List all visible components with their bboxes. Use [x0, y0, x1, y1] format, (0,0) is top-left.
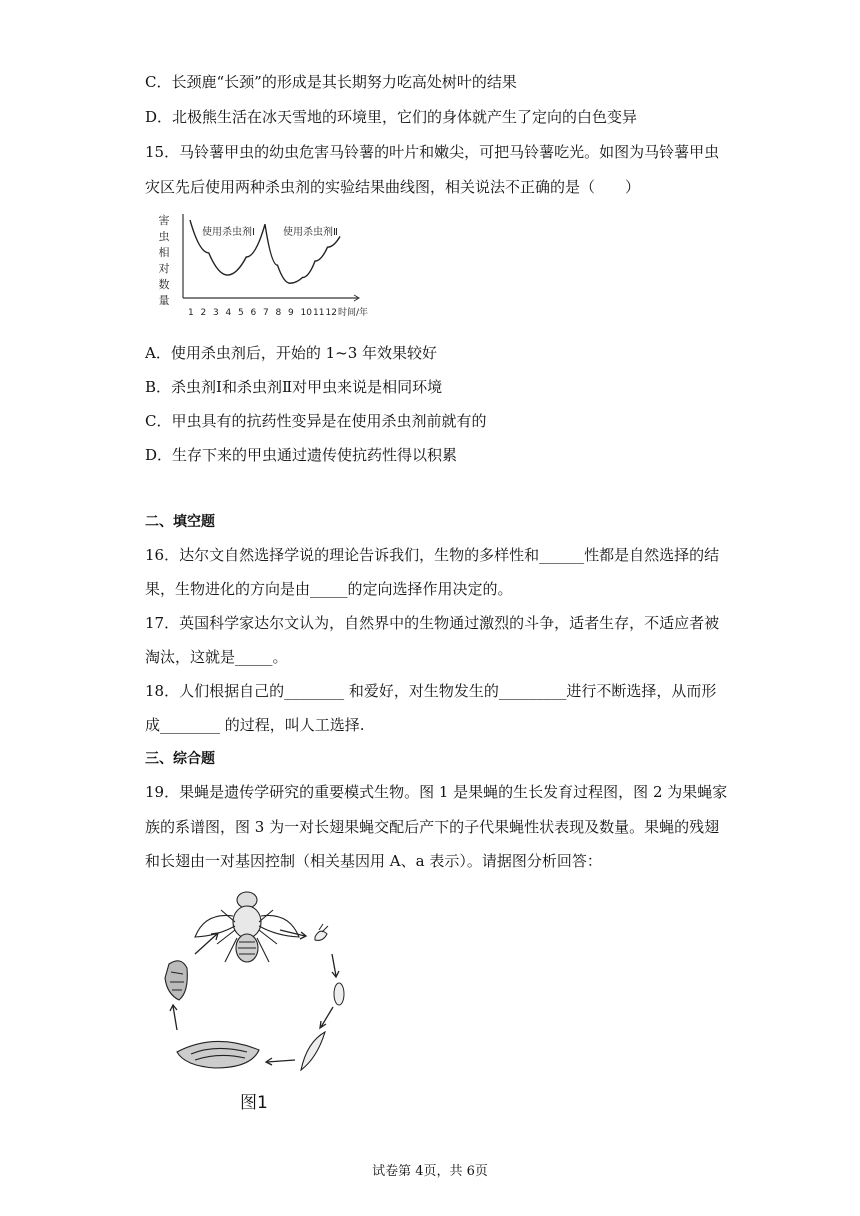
q16-line1: 16．达尔文自然选择学说的理论告诉我们，生物的多样性和______性都是自然选择的结	[145, 546, 720, 564]
q15-stem-line2: 灾区先后使用两种杀虫剂的实验结果曲线图，相关说法不正确的是（ ）	[145, 178, 641, 196]
x-tick-label: 4	[225, 308, 232, 318]
pest-population-chart	[150, 208, 390, 320]
q15-option-c: C．甲虫具有的抗药性变异是在使用杀虫剂前就有的	[145, 412, 487, 430]
egg-drawing	[315, 924, 328, 940]
x-tick-label: 5	[238, 308, 244, 318]
x-tick-label: 2	[200, 308, 207, 318]
y-axis-label	[159, 213, 170, 307]
q14-option-c: C．长颈鹿“长颈”的形成是其长期努力吃高处树叶的结果	[145, 73, 517, 91]
mature-larva-drawing	[177, 1041, 259, 1068]
section-heading-fill-blank: 二、填空题	[145, 514, 215, 530]
x-tick-label: 6	[250, 308, 257, 318]
pupa-drawing	[165, 961, 187, 1000]
y-label-char: 量	[158, 294, 170, 307]
x-tick-label: 10	[300, 308, 312, 318]
q19-line3: 和长翅由一对基因控制（相关基因用 A、a 表示）。请据图分析回答：	[145, 852, 602, 870]
annotation-insecticide-1: 使用杀虫剂Ⅰ	[202, 227, 255, 238]
q19-line1: 19．果蝇是遗传学研究的重要模式生物。图 1 是果蝇的生长发育过程图，图 2 为果蝇家	[145, 783, 728, 801]
y-label-char: 害	[158, 214, 170, 227]
q19-line2: 族的系谱图，图 3 为一对长翅果蝇交配后产下的子代果蝇性状表现及数量。果蝇的残翅	[145, 818, 720, 836]
q15-option-b: B．杀虫剂Ⅰ和杀虫剂Ⅱ对甲虫来说是相同环境	[145, 378, 443, 396]
x-axis-label: 时间/年	[338, 308, 369, 318]
y-label-char: 相	[158, 246, 170, 259]
x-tick-label: 3	[213, 308, 219, 318]
q16-line2: 果，生物进化的方向是由_____的定向选择作用决定的。	[145, 580, 513, 598]
section-heading-comprehensive: 三、综合题	[145, 751, 215, 767]
q14-option-d: D．北极熊生活在冰天雪地的环境里，它们的身体就产生了定向的白色变异	[145, 108, 638, 126]
y-label-char: 对	[158, 262, 170, 275]
q15-option-a: A．使用杀虫剂后，开始的 1~3 年效果较好	[145, 344, 438, 362]
q18-line1: 18．人们根据自己的________ 和爱好，对生物发生的_________进行不断选择，从而形	[145, 682, 717, 700]
y-label-char: 虫	[158, 230, 170, 243]
x-tick-labels	[188, 308, 337, 318]
x-tick-label: 12	[325, 308, 337, 318]
q17-line1: 17．英国科学家达尔文认为，自然界中的生物通过激烈的斗争，适者生存，不适应者被	[145, 614, 720, 632]
q15-option-d: D．生存下来的甲虫通过遗传使抗药性得以积累	[145, 446, 458, 464]
x-tick-label: 8	[275, 308, 282, 318]
q17-line2: 淘汰，这就是_____。	[145, 648, 288, 666]
adult-fly-drawing	[195, 892, 299, 962]
x-tick-label: 7	[263, 308, 269, 318]
page-footer: 试卷第 4页，共 6页	[372, 1164, 488, 1179]
x-tick-label: 11	[313, 308, 325, 318]
x-tick-label: 9	[288, 308, 294, 318]
q18-line2: 成________ 的过程，叫人工选择.	[145, 716, 365, 734]
fruit-fly-lifecycle-figure	[155, 882, 365, 1082]
larva-drawing	[301, 1032, 325, 1070]
q15-stem-line1: 15．马铃薯甲虫的幼虫危害马铃薯的叶片和嫩尖，可把马铃薯吃光。如图为马铃薯甲虫	[145, 143, 720, 161]
y-label-char: 数	[158, 278, 170, 291]
figure1-label: 图1	[240, 1093, 268, 1113]
x-tick-label: 1	[188, 308, 194, 318]
first-instar-larva-drawing	[334, 983, 344, 1005]
annotation-insecticide-2: 使用杀虫剂Ⅱ	[283, 227, 338, 238]
